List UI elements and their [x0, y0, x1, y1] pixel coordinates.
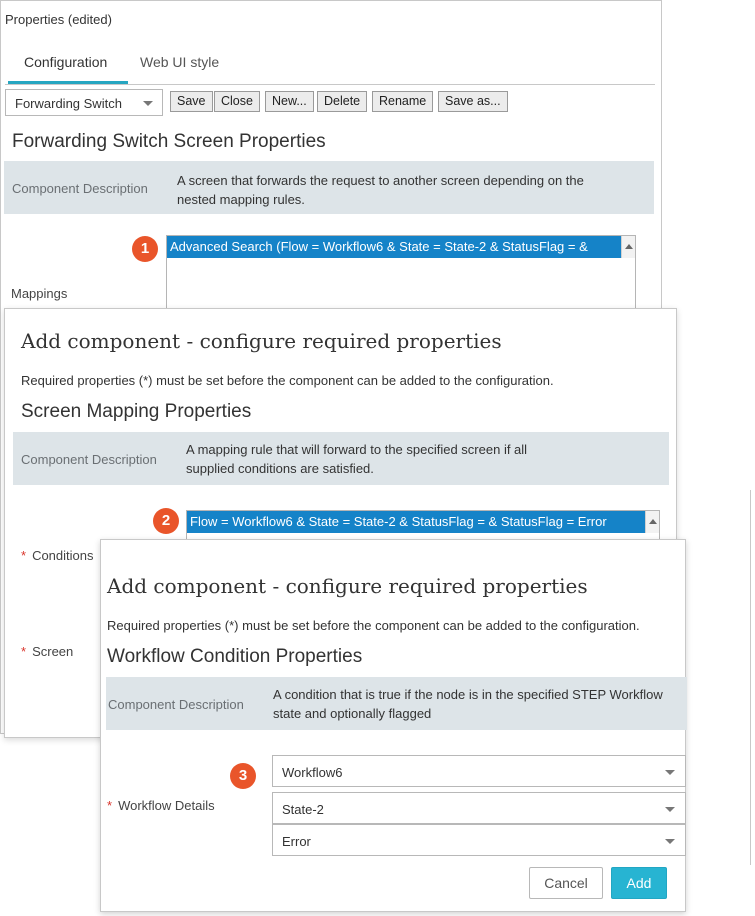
workflow-details-label	[107, 798, 215, 813]
component-select[interactable]	[5, 89, 163, 116]
workflow-details-label-text: Workflow Details	[118, 798, 215, 813]
new-button[interactable]: New...	[265, 91, 314, 112]
add-component-dialog-workflow-condition	[100, 539, 686, 912]
tab-bar	[5, 45, 655, 85]
toolbar	[5, 89, 655, 117]
description-text	[177, 171, 584, 209]
active-tab-indicator	[8, 81, 128, 84]
scroll-up-icon[interactable]	[645, 511, 659, 533]
state-select[interactable]	[272, 792, 686, 824]
tab-web-ui-style[interactable]: Web UI style	[140, 54, 220, 70]
mappings-label: Mappings	[11, 286, 68, 301]
tab-configuration[interactable]: Configuration	[24, 54, 108, 70]
mappings-list[interactable]	[166, 235, 636, 315]
caret-down-icon	[665, 770, 675, 775]
required-marker: *	[21, 644, 27, 659]
delete-button[interactable]: Delete	[317, 91, 367, 112]
description-line: A condition that is true if the node is in the specified STEP Workflow	[273, 687, 663, 702]
dialog-heading: Screen Mapping Properties	[21, 401, 252, 422]
workflow-select-value: Workflow6	[282, 765, 343, 780]
required-marker: *	[107, 798, 113, 813]
dialog-title: Add component - configure required properties	[107, 574, 588, 598]
conditions-label-text: Conditions	[32, 548, 94, 563]
description-line: A mapping rule that will forward to the specified screen if all	[186, 442, 528, 457]
step-badge-2: 2	[153, 508, 179, 534]
step-badge-1: 1	[132, 236, 158, 262]
mappings-selected-item[interactable]: Advanced Search (Flow = Workflow6 & State = State-2 & StatusFlag = &	[167, 236, 621, 258]
required-note: Required properties (*) must be set before the component can be added to the configuration.	[21, 373, 554, 388]
save-button[interactable]: Save	[170, 91, 213, 112]
description-label: Component Description	[108, 697, 244, 712]
state-select-value: State-2	[282, 802, 324, 817]
dialog-title: Add component - configure required properties	[21, 329, 502, 353]
close-button[interactable]: Close	[214, 91, 260, 112]
description-label: Component Description	[12, 181, 148, 196]
step-badge-3: 3	[230, 763, 256, 789]
add-button[interactable]: Add	[611, 867, 667, 899]
background-divider	[750, 490, 751, 865]
description-line: supplied conditions are satisfied.	[186, 461, 374, 476]
caret-down-icon	[665, 807, 675, 812]
scroll-up-icon[interactable]	[621, 236, 635, 258]
description-text	[186, 440, 527, 478]
description-label: Component Description	[21, 452, 157, 467]
component-description	[4, 161, 654, 214]
component-description	[106, 677, 687, 730]
save-as-button[interactable]: Save as...	[438, 91, 508, 112]
screen-label-text: Screen	[32, 644, 74, 659]
required-marker: *	[21, 548, 27, 563]
description-line: nested mapping rules.	[177, 192, 305, 207]
required-note: Required properties (*) must be set before the component can be added to the configuration.	[107, 618, 640, 633]
flag-select-value: Error	[282, 834, 311, 849]
conditions-selected-item[interactable]: Flow = Workflow6 & State = State-2 & StatusFlag = & StatusFlag = Error	[187, 511, 645, 533]
screen-label	[21, 644, 73, 659]
conditions-list[interactable]	[186, 510, 660, 540]
caret-down-icon	[665, 839, 675, 844]
flag-select[interactable]	[272, 824, 686, 856]
panel-heading: Forwarding Switch Screen Properties	[12, 131, 326, 152]
conditions-label	[21, 548, 94, 563]
description-line: A screen that forwards the request to another screen depending on the	[177, 173, 584, 188]
rename-button[interactable]: Rename	[372, 91, 433, 112]
workflow-select[interactable]	[272, 755, 686, 787]
component-select-value: Forwarding Switch	[15, 96, 122, 111]
cancel-button[interactable]: Cancel	[529, 867, 603, 899]
description-text	[273, 685, 663, 723]
panel-title: Properties (edited)	[5, 12, 112, 27]
caret-down-icon	[143, 101, 153, 106]
dialog-heading: Workflow Condition Properties	[107, 646, 363, 667]
component-description	[13, 432, 669, 485]
description-line: state and optionally flagged	[273, 706, 432, 721]
